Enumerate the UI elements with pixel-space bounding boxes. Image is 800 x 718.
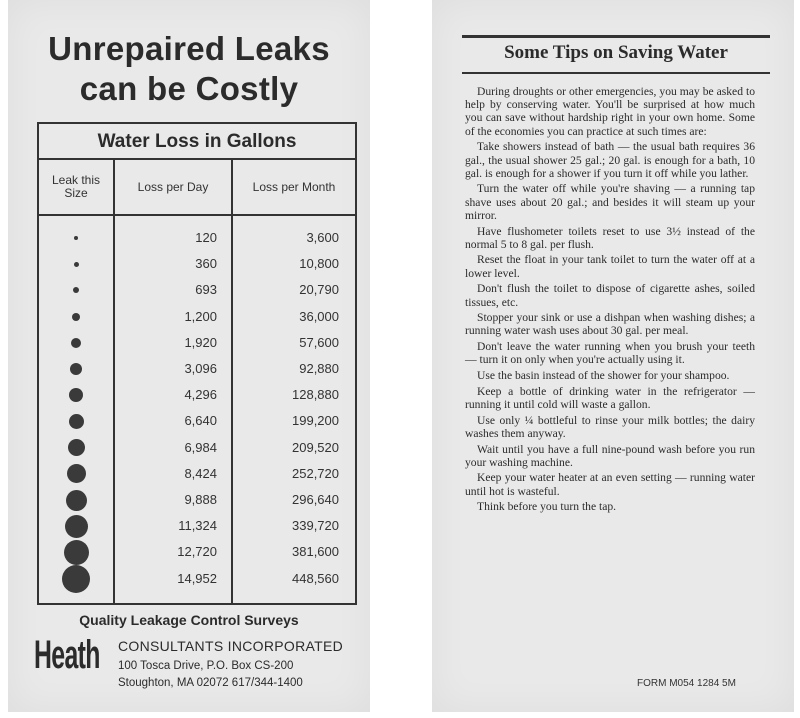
- loss-per-month-cell: 92,880: [299, 361, 339, 376]
- heath-logo: Heath: [34, 633, 100, 677]
- loss-per-day-cell: 693: [195, 282, 217, 298]
- leak-size-dot-icon: [74, 262, 79, 267]
- table-heading: Water Loss in Gallons: [39, 124, 355, 160]
- table-row: [39, 250, 355, 278]
- leak-size-dot-icon: [65, 515, 88, 538]
- tip-paragraph: Use the basin instead of the shower for your shampoo.: [477, 369, 730, 383]
- leak-size-dot-icon: [71, 338, 81, 348]
- table-row: [39, 434, 355, 462]
- loss-per-day-cell: 4,296: [184, 387, 217, 403]
- loss-per-month-cell: 209,520: [292, 439, 339, 455]
- loss-per-day-cell: 12,720: [177, 544, 217, 560]
- leak-size-dot-icon: [66, 490, 87, 511]
- tip-paragraph: Take showers instead of bath — the usual bath requires 36 gal., the usual shower 25 gal.; 20 gal. is enough for a bath, 10 gal. is enough for a shower if you turn it off while you lather.: [465, 140, 755, 180]
- loss-per-month-cell: 296,640: [292, 492, 339, 507]
- leak-size-dot-icon: [70, 363, 82, 375]
- loss-per-day-cell: 360: [195, 256, 217, 272]
- loss-per-month-cell: 199,200: [292, 413, 339, 429]
- leak-size-dot-icon: [62, 565, 90, 593]
- column-header-loss-per-month: Loss per Month: [233, 160, 355, 216]
- leak-size-dot-icon: [67, 464, 86, 483]
- tip-paragraph: Have flushometer toilets reset to use 3½ instead of the normal 5 to 8 gal. per flush.: [465, 224, 755, 251]
- loss-per-day-cell: 11,324: [178, 518, 217, 534]
- title-rule-bottom: [462, 72, 770, 74]
- column-header-loss-per-day: Loss per Day: [115, 160, 233, 216]
- tip-paragraph: Stopper your sink or use a dishpan when washing dishes; a running water wash uses about 30 gal. per meal.: [465, 311, 755, 338]
- loss-per-day-cell: 8,424: [184, 465, 217, 481]
- loss-per-month-cell: 128,880: [292, 387, 339, 403]
- loss-per-day-cell: 6,984: [184, 439, 217, 455]
- leak-cost-panel: [8, 0, 370, 712]
- table-row: [39, 381, 355, 409]
- tip-paragraph: Wait until you have a full nine-pound wash before you run your washing machine.: [465, 442, 755, 469]
- loss-per-month-cell: 381,600: [292, 544, 339, 560]
- leak-size-dot-icon: [69, 414, 84, 429]
- title-line-2: can be Costly: [79, 70, 299, 107]
- tips-title: Some Tips on Saving Water: [504, 42, 728, 63]
- tip-paragraph: Think before you turn the tap.: [477, 500, 617, 514]
- table-row: [39, 329, 355, 357]
- loss-per-month-cell: 3,600: [306, 230, 339, 245]
- table-row: [39, 486, 355, 514]
- loss-per-month-cell: 339,720: [292, 518, 339, 534]
- table-row: [39, 355, 355, 383]
- loss-per-month-cell: 36,000: [299, 308, 339, 324]
- leak-size-dot-icon: [74, 236, 78, 240]
- loss-per-month-cell: 20,790: [299, 282, 339, 298]
- loss-per-day-cell: 120: [195, 230, 217, 245]
- leak-size-dot-icon: [68, 439, 85, 456]
- table-row: [39, 276, 355, 304]
- address-line-2: Stoughton, MA 02072 617/344-1400: [118, 677, 303, 689]
- tip-paragraph: Keep your water heater at an even setting — running water until hot is wasteful.: [465, 471, 755, 498]
- tips-body: [465, 85, 755, 516]
- water-tips-panel: [432, 0, 794, 712]
- table-row: [39, 565, 355, 593]
- tips-intro: During droughts or other emergencies, you may be asked to help by conserving water. You'll be surprised at how much you can save without hardship right in your own home. Some of the economies you can practice at such times are:: [465, 85, 755, 138]
- table-row: [39, 460, 355, 488]
- loss-per-month-cell: 448,560: [292, 570, 339, 586]
- title-line-1: Unrepaired Leaks: [48, 30, 330, 67]
- table-row: [39, 407, 355, 435]
- tip-paragraph: Don't leave the water running when you brush your teeth — turn it on only when you're actually using it.: [465, 340, 755, 367]
- tip-paragraph: Turn the water off while you're shaving — a running tap shave uses about 20 gal.; and besides it will steam up your mirror.: [465, 182, 755, 222]
- title-rule-top: [462, 35, 770, 38]
- leak-size-dot-icon: [73, 287, 79, 293]
- leak-size-dot-icon: [69, 388, 83, 402]
- tip-paragraph: Don't flush the toilet to dispose of cigarette ashes, soiled tissues, etc.: [465, 282, 755, 309]
- loss-per-day-cell: 9,888: [184, 492, 217, 507]
- table-row: [39, 224, 355, 252]
- loss-per-day-cell: 1,200: [184, 308, 217, 324]
- loss-per-day-cell: 6,640: [184, 413, 217, 429]
- table-row: [39, 303, 355, 331]
- tip-paragraph: Keep a bottle of drinking water in the refrigerator — running it until cold will waste a gallon.: [465, 384, 755, 411]
- table-row: [39, 538, 355, 566]
- footer-tagline: Quality Leakage Control Surveys: [79, 612, 299, 628]
- loss-per-day-cell: 3,096: [184, 361, 217, 376]
- tip-paragraph: Reset the float in your tank toilet to turn the water off at a lower level.: [465, 253, 755, 280]
- leak-size-dot-icon: [72, 313, 80, 321]
- address-line-1: 100 Tosca Drive, P.O. Box CS-200: [118, 660, 294, 672]
- water-loss-table: [37, 122, 357, 605]
- column-header-leak-size: Leak this Size: [39, 160, 115, 216]
- form-number: FORM M054 1284 5M: [637, 678, 736, 689]
- leak-size-dot-icon: [64, 540, 89, 565]
- loss-per-day-cell: 1,920: [184, 334, 217, 350]
- company-name: CONSULTANTS INCORPORATED: [118, 638, 343, 654]
- loss-per-month-cell: 10,800: [299, 256, 339, 272]
- loss-per-day-cell: 14,952: [177, 570, 217, 586]
- tip-paragraph: Use only ¼ bottleful to rinse your milk bottles; the dairy washes them anyway.: [465, 413, 755, 440]
- loss-per-month-cell: 57,600: [299, 334, 339, 350]
- table-row: [39, 512, 355, 540]
- loss-per-month-cell: 252,720: [292, 465, 339, 481]
